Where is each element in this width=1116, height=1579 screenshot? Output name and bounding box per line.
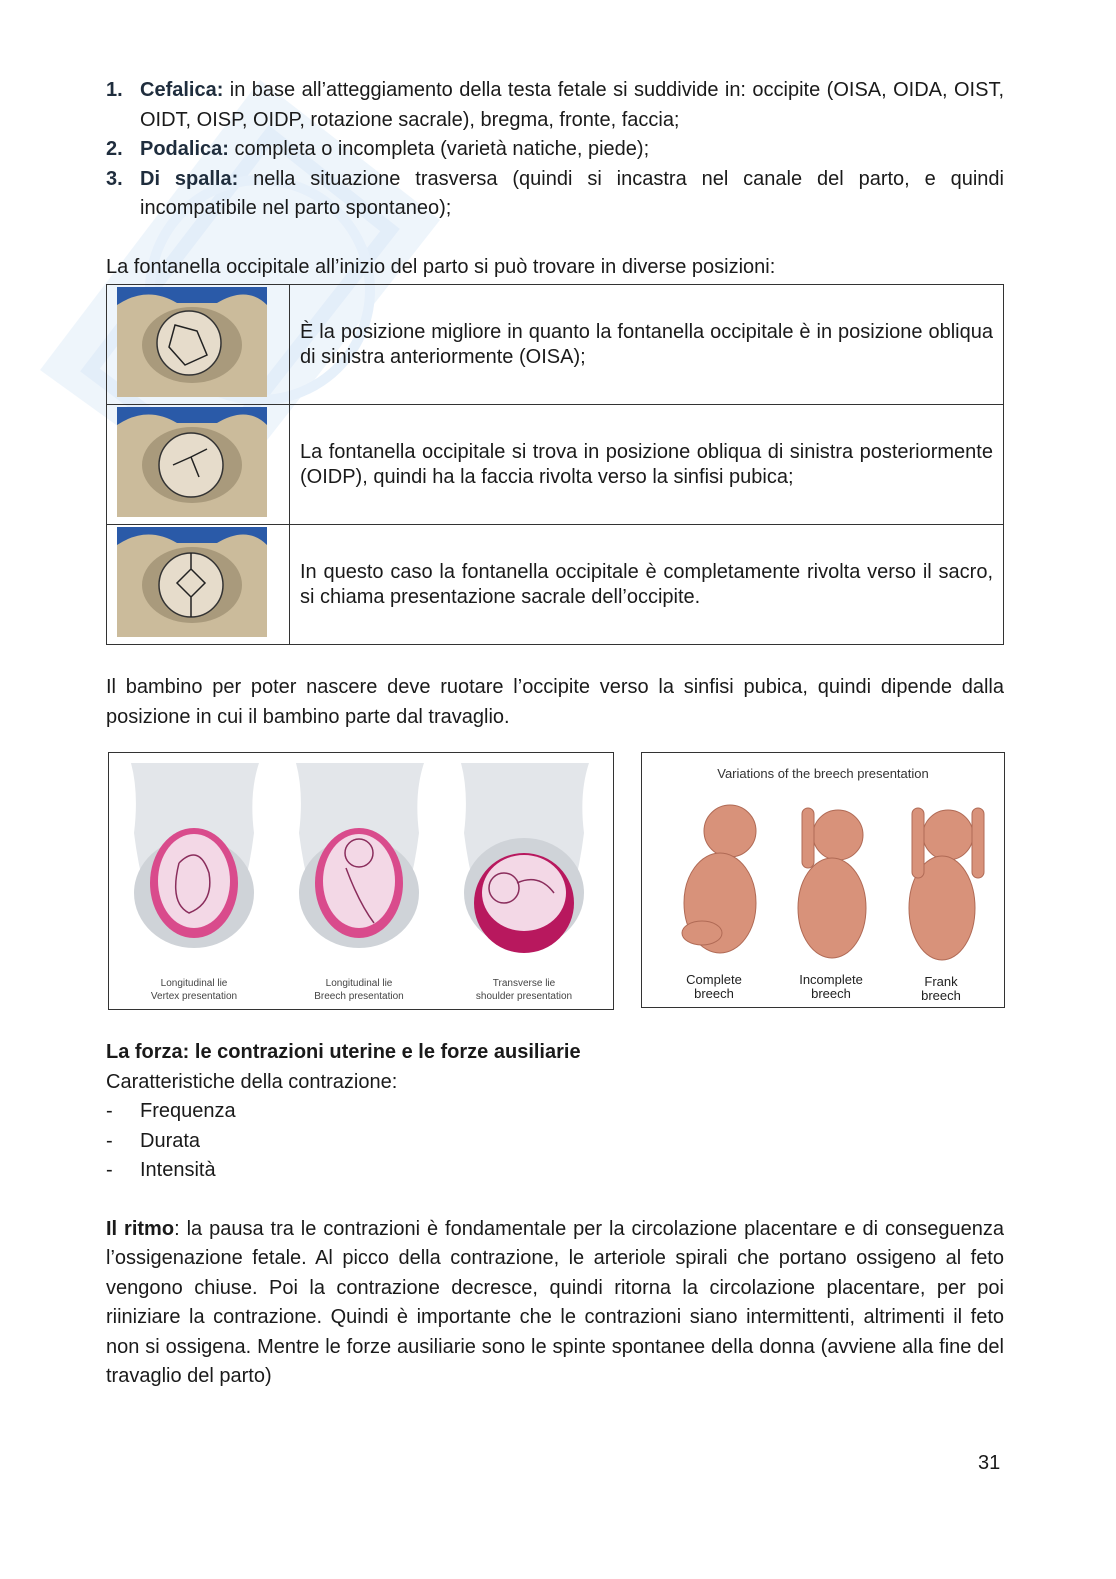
caption-breech-l2: Breech presentation bbox=[314, 991, 404, 1002]
table-cell-text: È la posizione migliore in quanto la fontanella occipitale è in posizione obliqua di sinistra anteriormente (OISA); bbox=[290, 285, 1004, 405]
intro-text: La fontanella occipitale all’inizio del parto si può trovare in diverse posizioni: bbox=[106, 255, 776, 278]
fetal-lie-figure bbox=[108, 752, 614, 1010]
caption-incomplete-l1: Incomplete bbox=[799, 972, 863, 987]
section-heading: La forza: le contrazioni uterine e le forze ausiliarie bbox=[106, 1041, 581, 1063]
figures-row bbox=[106, 752, 1004, 1010]
caption-vertex-l2: Vertex presentation bbox=[150, 991, 238, 1002]
ritmo-paragraph: Il ritmo: la pausa tra le contrazioni è fondamentale per la circolazione placentare e di conseguenza l’ossigenazione fetale. Al picco della contrazione, le arteriole spirali che portano ossigeno al feto vengono chiuse. Poi la contrazione decresce, quindi ritorna la circolazione placentare, per poi riiniziare la contrazione. Quindi è importante che le contrazioni siano intermittenti, altrimenti il feto non si ossigena. Mentre le forze ausiliarie sono le spinte spontanee della donna (avviene alla fine del travaglio del parto) bbox=[106, 1217, 1004, 1387]
pelvis-image-oisa bbox=[107, 285, 290, 405]
caption-complete-l2: breech bbox=[694, 986, 734, 1001]
section-subheading: Caratteristiche della contrazione: bbox=[106, 1070, 398, 1093]
list-item: - Intensità bbox=[106, 1159, 216, 1181]
pelvis-image-sacral bbox=[107, 525, 290, 645]
list-item: 1. Cefalica: in base all’atteggiamento della testa fetale si suddivide in: occipite (OISA, OIDA, OIST, OIDT, OISP, OIDP, rotazione sacrale), bregma, fronte, faccia; bbox=[106, 79, 1004, 131]
table-cell-text: La fontanella occipitale si trova in posizione obliqua di sinistra posteriormente (OIDP), quindi ha la faccia rivolta verso la sinfisi pubica; bbox=[290, 405, 1004, 525]
rotation-paragraph: Il bambino per poter nascere deve ruotare l’occipite verso la sinfisi pubica, quindi dipende dalla posizione in cui il bambino parte dal travaglio. bbox=[106, 676, 1004, 728]
list-item: 2. Podalica: completa o incompleta (varietà natiche, piede); bbox=[106, 138, 650, 160]
caption-vertex-l1: Longitudinal lie bbox=[160, 978, 228, 989]
breech-figure-title: Variations of the breech presentation bbox=[717, 766, 929, 781]
table-cell-text: In questo caso la fontanella occipitale è completamente rivolta verso il sacro, si chiama presentazione sacrale dell’occipite. bbox=[290, 525, 1004, 645]
contraction-features-list bbox=[106, 1097, 1004, 1186]
pelvis-image-oidp bbox=[107, 405, 290, 525]
list-item: 3. Di spalla: nella situazione trasversa (quindi si incastra nel canale del parto, e quindi incompatibile nel parto spontaneo); bbox=[106, 167, 1005, 219]
table-row bbox=[107, 405, 1004, 525]
table-row bbox=[107, 525, 1004, 645]
breech-variations-figure bbox=[641, 752, 1005, 1008]
caption-frank-l1: Frank bbox=[924, 974, 958, 989]
page-number: 31 bbox=[978, 1452, 1001, 1474]
caption-incomplete-l2: breech bbox=[811, 986, 851, 1001]
list-item: - Durata bbox=[106, 1129, 201, 1152]
position-table bbox=[106, 284, 1004, 645]
table-row bbox=[107, 285, 1004, 405]
caption-shoulder-l1: Transverse lie bbox=[492, 978, 556, 989]
caption-breech-l1: Longitudinal lie bbox=[325, 978, 393, 989]
presentation-list bbox=[106, 76, 1004, 224]
caption-frank-l2: breech bbox=[921, 988, 961, 1003]
caption-complete-l1: Complete bbox=[686, 972, 742, 987]
list-item: - Frequenza bbox=[106, 1100, 236, 1122]
watermark-text: Skuola.net - il sito dello studente bbox=[30, 40, 45, 41]
page-content bbox=[106, 76, 1004, 1392]
caption-shoulder-l2: shoulder presentation bbox=[475, 991, 573, 1002]
